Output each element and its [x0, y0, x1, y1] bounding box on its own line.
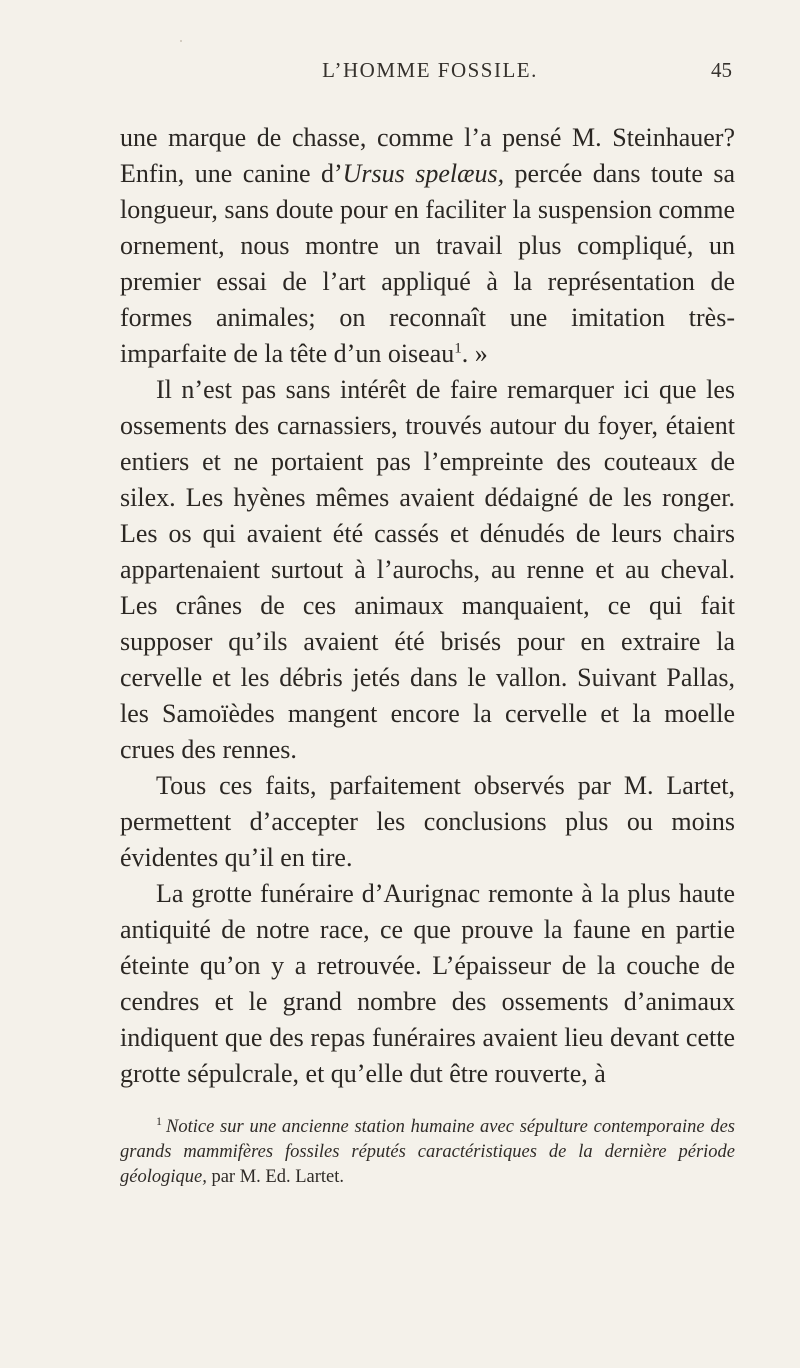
paragraph-1-text-main: percée dans toute sa longueur, sans doute pour en faciliter la suspension comme ornement, nous montre un travail plus compliqué, un premier essai de l’art appliqué à la représentation de formes animales; on reconnaît une imitation très-imparfaite de la tête d’un oiseau — [120, 159, 735, 368]
footnote-reference: 1 — [454, 340, 462, 357]
paragraph-1-text-end: . » — [461, 339, 488, 368]
paragraph-1 — [120, 120, 735, 372]
paragraph-4: La grotte funéraire d’Aurignac remonte à la plus haute antiquité de notre race, ce que prouve la faune en partie éteinte qu’on y a retrouvée. L’épaisseur de la couche de cendres et le grand nombre des ossements d’animaux indiquent que des repas funéraires avaient lieu devant cette grotte sépulcrale, et qu’elle dut être rouverte, à — [120, 879, 735, 1088]
footnote-author: par M. Ed. Lartet. — [206, 1167, 344, 1187]
paragraph-1-text-start: une marque de chasse, comme l’a pensé M. Steinhauer? Enfin, une canine d’ — [120, 123, 735, 188]
paragraph-3: Tous ces faits, parfaitement observés par M. Lartet, permettent d’accepter les conclusions plus ou moins évidentes qu’il en tire. — [120, 771, 735, 872]
paper-speck — [180, 40, 182, 42]
footnote-number: 1 — [156, 1113, 162, 1128]
page-number: 45 — [711, 58, 732, 82]
footnote-title: Notice sur une ancienne station humaine avec sépulture contemporaine des grands mammifères fossiles réputés caractéristiques de la dernière période géologique, — [120, 1117, 735, 1187]
species-name: Ursus spelæus, — [342, 159, 505, 188]
running-title: L’HOMME FOSSILE. — [322, 58, 538, 82]
footnote-1 — [120, 1115, 735, 1190]
paragraph-2: Il n’est pas sans intérêt de faire remarquer ici que les ossements des carnassiers, trouvés autour du foyer, étaient entiers et ne portaient pas l’empreinte des couteaux de silex. Les hyènes mêmes avaient dédaigné de les ronger. Les os qui avaient été cassés et dénudés de leurs chairs appartenaient surtout à l’aurochs, au renne et au cheval. Les crânes de ces animaux manquaient, ce qui fait supposer qu’ils avaient été brisés pour en extraire la cervelle et les débris jetés dans le vallon. Suivant Pallas, les Samoïèdes mangent encore la cervelle et la moelle crues des rennes. — [120, 375, 735, 764]
footnotes — [120, 1115, 735, 1190]
page-header — [120, 58, 740, 88]
body-text — [120, 120, 735, 1092]
